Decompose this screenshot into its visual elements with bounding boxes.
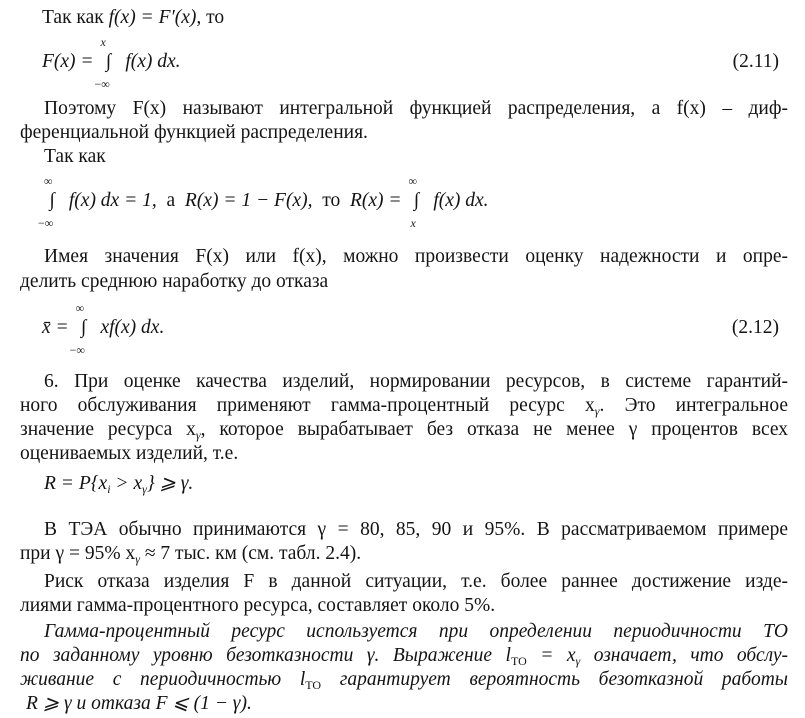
paragraph-line: В ТЭА обычно принимаются γ = 80, 85, 90 и 95%. В рассматриваемом примере (44, 519, 788, 540)
eq-left: F(x) = (42, 51, 94, 72)
subscript: γ (142, 482, 147, 496)
paragraph-line: Имея значения F(x) или f(x), можно произвести оценку надежности и опре- (44, 246, 788, 267)
paragraph-line (20, 542, 361, 566)
eq-part: f(x) dx = 1, (68, 190, 157, 211)
eq-part: R = P{x (44, 473, 108, 494)
text-span: , которое вырабатывает без отказа не менее γ процентов всех (200, 419, 788, 440)
italic-paragraph-line (20, 668, 788, 692)
paragraph-line: Поэтому F(x) называют интегральной функцией распределения, а f(x) – диф- (44, 98, 788, 119)
eq-part: } ⩾ γ. (146, 473, 194, 494)
equation-gamma-resource (44, 472, 193, 496)
subscript: i (107, 482, 111, 496)
paragraph-line: лиями гамма-процентного ресурса, составляет около 5%. (20, 595, 496, 616)
integral-upper-limit: x (100, 35, 106, 49)
text-span: означает, что обслу- (580, 645, 788, 666)
integral-sign: ∫ ∞ −∞ (44, 189, 60, 213)
text-span: при γ = 95% x (20, 543, 136, 564)
text-span: ного обслуживания применяют гамма-процентный ресурс x (20, 395, 595, 416)
integral-lower-limit: −∞ (38, 216, 54, 230)
integral-upper-limit: ∞ (408, 174, 418, 188)
text-span: по заданному уровню безотказности γ. Выражение l (20, 645, 511, 666)
subscript: γ (135, 552, 140, 566)
eq-part: R(x) = 1 − F(x), (184, 190, 313, 211)
paragraph-line: ференциальной функцией распределения. (20, 122, 368, 143)
text-span: живание с периодичностью l (20, 669, 306, 690)
paragraph-line: Риск отказа изделия F в данной ситуации, т.е. более раннее достижение изде- (44, 571, 788, 592)
equation-2-11 (42, 35, 181, 91)
paragraph-line: 6. При оценке качества изделий, нормировании ресурсов, в системе гарантий- (44, 371, 788, 392)
integral-sign: ∫ ∞ −∞ (76, 316, 92, 340)
text-span: ≈ 7 тыс. км (см. табл. 2.4). (139, 543, 362, 564)
integral-sign: ∫ ∞ x (408, 189, 424, 213)
paragraph-line (20, 418, 788, 442)
integral-lower-limit: −∞ (69, 343, 85, 357)
paragraph-line: Так как (44, 146, 106, 167)
equation-number-2-12: (2.12) (731, 317, 779, 338)
eq-body: f(x) dx. (125, 51, 181, 72)
integral-lower-limit: x (410, 216, 416, 230)
eq-body: xf(x) dx. (100, 317, 165, 338)
text-span: гарантирует вероятность безотказной работы (321, 669, 788, 690)
subscript: γ (594, 404, 600, 418)
paragraph-line: делить среднюю наработку до отказа (20, 271, 329, 292)
text-span: Так как (42, 7, 104, 28)
italic-paragraph-line (20, 644, 788, 668)
text-span: значение ресурса x (20, 419, 196, 440)
eq-part: > x (110, 473, 143, 494)
italic-paragraph-line: R ⩾ γ и отказа F ⩽ (1 − γ). (26, 693, 252, 714)
integral-upper-limit: ∞ (75, 301, 85, 315)
equation-2-12 (42, 301, 165, 357)
subscript: γ (575, 654, 581, 668)
eq-part: R(x) = (349, 190, 402, 211)
integral-upper-limit: ∞ (44, 174, 53, 188)
integral-sign: ∫ x −∞ (100, 50, 116, 74)
subscript: ТО (510, 654, 527, 668)
text-span: то (206, 7, 225, 28)
eq-conj: то (322, 190, 341, 211)
paragraph-line (20, 394, 788, 418)
italic-paragraph-line: Гамма-процентный ресурс используется при определении периодичности ТО (44, 621, 788, 642)
text-span: . Это интегральное (599, 395, 788, 416)
text-span: = x (526, 645, 576, 666)
subscript: γ (195, 428, 201, 442)
eq-left: x̄ = (42, 317, 69, 338)
integral-lower-limit: −∞ (94, 77, 110, 91)
intro-line (42, 6, 224, 30)
eq-part: f(x) dx. (433, 190, 489, 211)
formula-f-derivative: f(x) = F′(x), (108, 7, 202, 28)
paragraph-line: оцениваемых изделий, т.е. (20, 443, 239, 464)
subscript: ТО (305, 678, 322, 692)
equation-reliability (38, 174, 489, 230)
equation-number-2-11: (2.11) (732, 51, 779, 72)
eq-conj: а (166, 190, 176, 211)
